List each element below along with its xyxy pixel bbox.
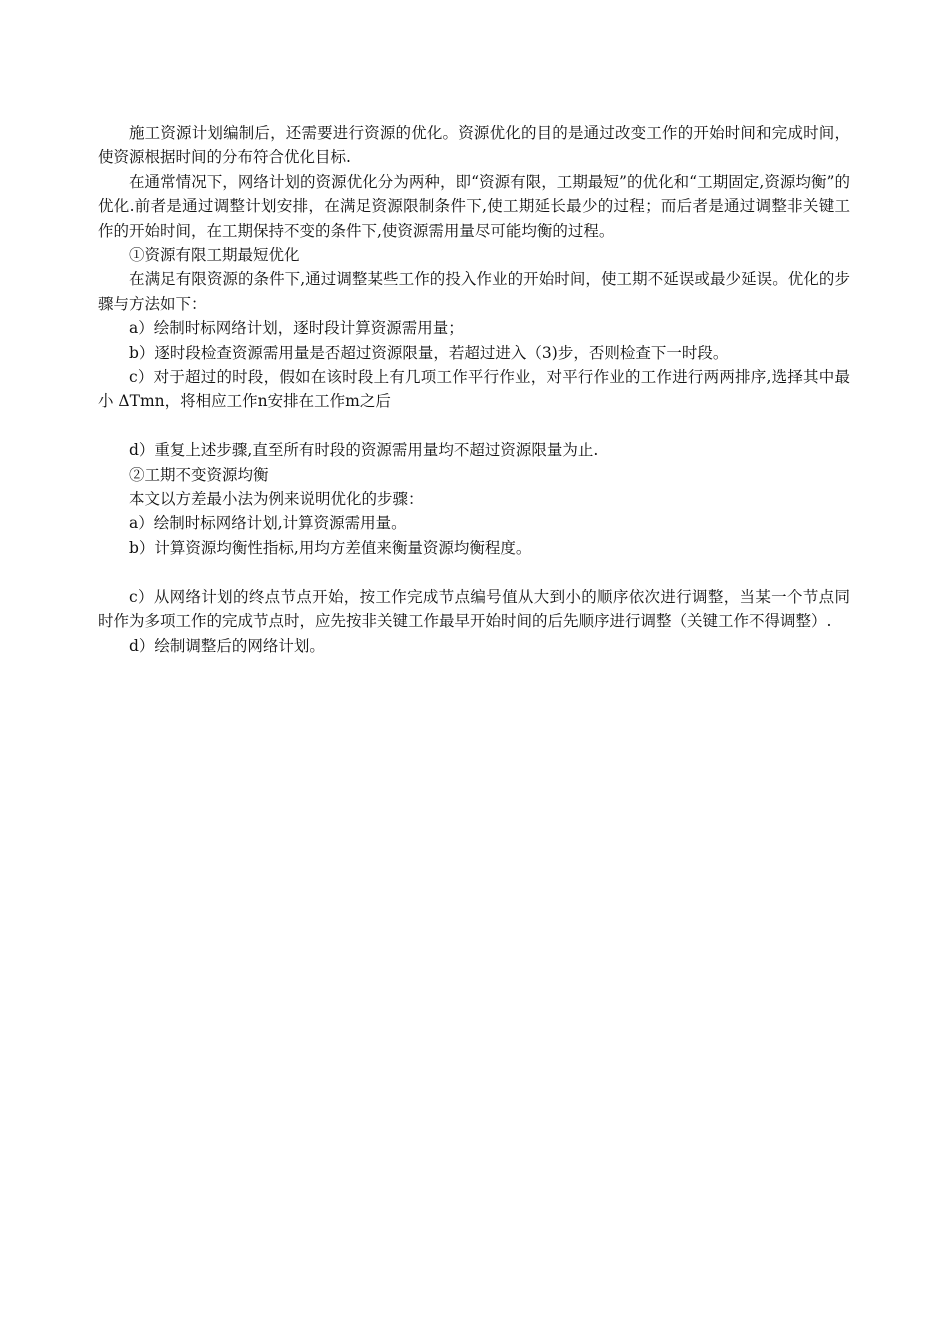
paragraph: 本文以方差最小法为例来说明优化的步骤： [129, 490, 424, 509]
list-item: d）重复上述步骤,直至所有时段的资源需用量均不超过资源限量为止. [129, 441, 599, 460]
section-heading: ①资源有限工期最短优化 [129, 246, 300, 265]
blank-line [98, 414, 850, 438]
list-item: b）逐时段检查资源需用量是否超过资源限量，若超过进入（3)步，否则检查下一时段。 [129, 343, 729, 362]
paragraph: 在满足有限资源的条件下,通过调整某些工作的投入作业的开始时间，使工期不延误或最少延误。优化的步骤与方法如下： [98, 270, 850, 313]
paragraph: 施工资源计划编制后，还需要进行资源的优化。资源优化的目的是通过改变工作的开始时间和完成时间，使资源根据时间的分布符合优化目标. [98, 124, 850, 167]
list-item: c）从网络计划的终点节点开始，按工作完成节点编号值从大到小的顺序依次进行调整，当某一个节点同时作为多项工作的完成节点时，应先按非关键工作最早开始时间的后先顺序进行调整（关键工作不得调整）. [98, 587, 850, 631]
list-item: c）对于超过的时段，假如在该时段上有几项工作平行作业，对平行作业的工作进行两两排序,选择其中最小 ΔTmn，将相应工作n安排在工作m之后 [98, 368, 850, 411]
blank-line [98, 560, 850, 584]
list-item: d）绘制调整后的网络计划。 [129, 636, 325, 655]
list-item: b）计算资源均衡性指标,用均方差值来衡量资源均衡程度。 [129, 538, 532, 557]
section-heading: ②工期不变资源均衡 [129, 465, 269, 484]
list-item: a）绘制时标网络计划，逐时段计算资源需用量； [129, 319, 464, 338]
paragraph: 在通常情况下，网络计划的资源优化分为两种，即“资源有限，工期最短”的优化和“工期固定,资源均衡”的优化.前者是通过调整计划安排，在满足资源限制条件下,使工期延长最少的过程；而后者是通过调整非关键工作的开始时间，在工期保持不变的条件下,使资源需用量尽可能均衡的过程。 [98, 172, 850, 240]
list-item: a）绘制时标网络计划,计算资源需用量。 [129, 514, 407, 533]
document-body [98, 121, 850, 658]
